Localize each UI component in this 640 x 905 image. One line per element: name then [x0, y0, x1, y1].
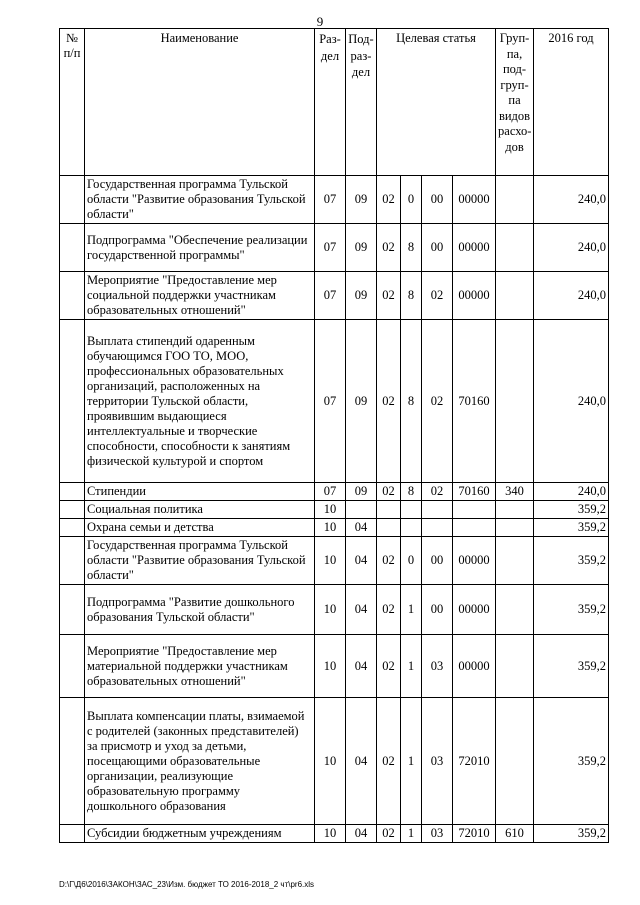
row-group: [496, 320, 534, 483]
row-section: 07: [315, 320, 346, 483]
row-name: Субсидии бюджетным учреждениям: [85, 825, 315, 843]
row-amount: 359,2: [534, 537, 609, 585]
row-group: [496, 698, 534, 825]
row-subsection: 09: [346, 176, 377, 224]
row-section: 10: [315, 501, 346, 519]
row-ts-subprogram: 1: [401, 585, 422, 635]
row-section: 07: [315, 483, 346, 501]
row-section: 10: [315, 585, 346, 635]
row-ts-event: [422, 519, 453, 537]
row-subsection: [346, 501, 377, 519]
table-row: [60, 320, 609, 483]
row-ts-event: 03: [422, 698, 453, 825]
row-ts-event: 00: [422, 585, 453, 635]
row-ts-subprogram: 8: [401, 272, 422, 320]
row-amount: 359,2: [534, 635, 609, 698]
row-ts-program: 02: [377, 272, 401, 320]
row-num: [60, 483, 85, 501]
row-amount: 240,0: [534, 224, 609, 272]
row-ts-direction: 00000: [453, 537, 496, 585]
row-group: [496, 224, 534, 272]
row-ts-direction: [453, 519, 496, 537]
row-subsection: 04: [346, 519, 377, 537]
row-num: [60, 698, 85, 825]
row-ts-subprogram: 8: [401, 320, 422, 483]
row-section: 10: [315, 537, 346, 585]
row-group: [496, 272, 534, 320]
row-ts-subprogram: 0: [401, 537, 422, 585]
row-section: 07: [315, 224, 346, 272]
row-ts-program: 02: [377, 537, 401, 585]
row-section: 10: [315, 519, 346, 537]
row-name: Мероприятие "Предоставление мер материальной поддержки участникам образовательных отношений": [85, 635, 315, 698]
row-section: 10: [315, 825, 346, 843]
row-name: Государственная программа Тульской области "Развитие образования Тульской области": [85, 537, 315, 585]
row-ts-subprogram: 0: [401, 176, 422, 224]
row-ts-event: [422, 501, 453, 519]
row-ts-direction: 00000: [453, 176, 496, 224]
row-ts-event: 00: [422, 224, 453, 272]
row-ts-program: [377, 519, 401, 537]
row-ts-direction: 70160: [453, 320, 496, 483]
row-subsection: 09: [346, 320, 377, 483]
row-amount: 359,2: [534, 519, 609, 537]
row-name: Государственная программа Тульской области "Развитие образования Тульской области": [85, 176, 315, 224]
row-name: Мероприятие "Предоставление мер социальной поддержки участникам образовательных отношений": [85, 272, 315, 320]
header-target-article: Целевая статья: [377, 29, 496, 176]
row-num: [60, 585, 85, 635]
header-num: № п/п: [60, 29, 85, 176]
row-ts-program: [377, 501, 401, 519]
row-section: 07: [315, 176, 346, 224]
header-name: Наименование: [85, 29, 315, 176]
table-row: [60, 825, 609, 843]
row-ts-subprogram: [401, 501, 422, 519]
row-group: [496, 501, 534, 519]
table-row: [60, 483, 609, 501]
row-num: [60, 519, 85, 537]
row-ts-direction: 00000: [453, 272, 496, 320]
row-num: [60, 272, 85, 320]
table-header-row: [60, 29, 609, 176]
row-ts-event: 02: [422, 272, 453, 320]
row-subsection: 09: [346, 272, 377, 320]
row-ts-program: 02: [377, 224, 401, 272]
row-ts-event: 03: [422, 635, 453, 698]
table-row: [60, 635, 609, 698]
row-amount: 359,2: [534, 501, 609, 519]
row-name: Подпрограмма "Обеспечение реализации государственной программы": [85, 224, 315, 272]
row-num: [60, 320, 85, 483]
row-ts-subprogram: 1: [401, 698, 422, 825]
row-name: Выплата компенсации платы, взимаемой с родителей (законных представителей) за присмотр и уход за детьми, посещающими образовательные организации, реализующие образовательную программу дошкольного образования: [85, 698, 315, 825]
header-year: 2016 год: [534, 29, 609, 176]
row-section: 07: [315, 272, 346, 320]
row-num: [60, 825, 85, 843]
budget-table: [59, 28, 609, 843]
footer-file-path: D:\Г\Д6\2016\ЗАКОН\ЗАС_23\Изм. бюджет ТО 2016-2018_2 чт\pr6.xls: [59, 880, 315, 889]
row-section: 10: [315, 698, 346, 825]
row-ts-event: 00: [422, 537, 453, 585]
row-num: [60, 501, 85, 519]
row-ts-program: 02: [377, 483, 401, 501]
row-ts-event: 00: [422, 176, 453, 224]
row-ts-subprogram: 1: [401, 825, 422, 843]
header-expense-group: Груп-па, под-груп-па видов расхо-дов: [496, 29, 534, 176]
header-section: Раз-дел: [315, 29, 346, 176]
row-num: [60, 176, 85, 224]
row-name: Подпрограмма "Развитие дошкольного образования Тульской области": [85, 585, 315, 635]
row-name: Выплата стипендий одаренным обучающимся ГОО ТО, МОО, профессиональных образовательных организаций, расположенных на территории Тульской области, проявившим выдающиеся интеллектуальные и творческие способности, способности к занятиям физической культурой и спортом: [85, 320, 315, 483]
row-section: 10: [315, 635, 346, 698]
row-ts-direction: 00000: [453, 585, 496, 635]
row-group: [496, 585, 534, 635]
table-row: [60, 176, 609, 224]
row-ts-direction: 70160: [453, 483, 496, 501]
row-ts-direction: 72010: [453, 698, 496, 825]
table-row: [60, 698, 609, 825]
row-ts-event: 02: [422, 483, 453, 501]
row-amount: 359,2: [534, 585, 609, 635]
row-num: [60, 635, 85, 698]
row-name: Охрана семьи и детства: [85, 519, 315, 537]
table-row: [60, 519, 609, 537]
row-ts-subprogram: 8: [401, 483, 422, 501]
row-amount: 240,0: [534, 320, 609, 483]
row-amount: 240,0: [534, 483, 609, 501]
row-subsection: 04: [346, 635, 377, 698]
row-ts-program: 02: [377, 176, 401, 224]
row-group: 610: [496, 825, 534, 843]
row-group: 340: [496, 483, 534, 501]
row-ts-subprogram: 8: [401, 224, 422, 272]
row-group: [496, 519, 534, 537]
row-ts-program: 02: [377, 585, 401, 635]
row-name: Социальная политика: [85, 501, 315, 519]
row-ts-event: 02: [422, 320, 453, 483]
row-ts-subprogram: 1: [401, 635, 422, 698]
row-amount: 359,2: [534, 698, 609, 825]
row-group: [496, 176, 534, 224]
row-ts-direction: [453, 501, 496, 519]
row-num: [60, 537, 85, 585]
row-group: [496, 635, 534, 698]
row-ts-program: 02: [377, 825, 401, 843]
table-row: [60, 272, 609, 320]
row-ts-program: 02: [377, 698, 401, 825]
table-row: [60, 537, 609, 585]
row-subsection: 04: [346, 698, 377, 825]
row-subsection: 09: [346, 224, 377, 272]
row-name: Стипендии: [85, 483, 315, 501]
row-ts-direction: 00000: [453, 635, 496, 698]
row-ts-direction: 72010: [453, 825, 496, 843]
row-ts-direction: 00000: [453, 224, 496, 272]
table-row: [60, 501, 609, 519]
row-ts-subprogram: [401, 519, 422, 537]
row-num: [60, 224, 85, 272]
row-ts-program: 02: [377, 635, 401, 698]
table-row: [60, 585, 609, 635]
row-ts-program: 02: [377, 320, 401, 483]
table-row: [60, 224, 609, 272]
row-subsection: 04: [346, 537, 377, 585]
row-subsection: 04: [346, 585, 377, 635]
page-number: 9: [316, 14, 324, 29]
row-subsection: 04: [346, 825, 377, 843]
row-amount: 240,0: [534, 272, 609, 320]
header-subsection: Под-раз-дел: [346, 29, 377, 176]
row-subsection: 09: [346, 483, 377, 501]
row-ts-event: 03: [422, 825, 453, 843]
row-group: [496, 537, 534, 585]
row-amount: 359,2: [534, 825, 609, 843]
row-amount: 240,0: [534, 176, 609, 224]
